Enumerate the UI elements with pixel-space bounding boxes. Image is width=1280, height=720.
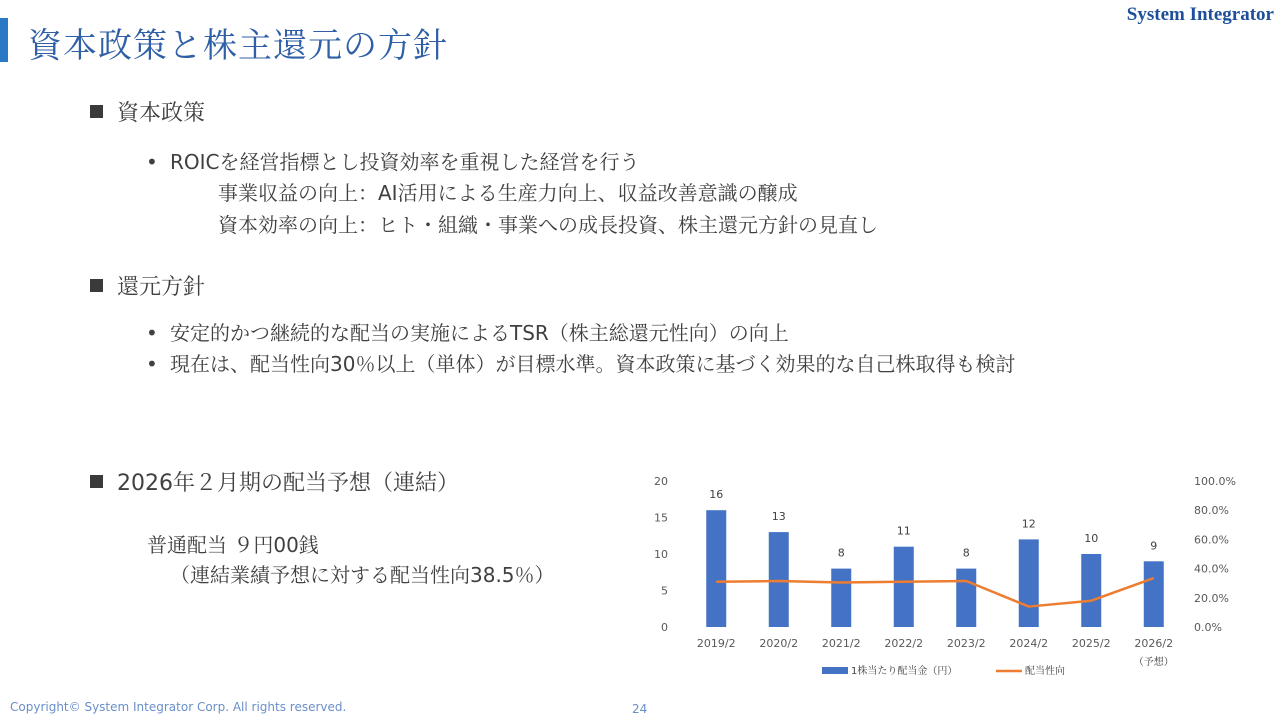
- y-right-tick-label: 100.0%: [1194, 475, 1236, 488]
- bullet-roic: [146, 146, 640, 175]
- section-heading-dividend-forecast: [90, 466, 459, 497]
- y-right-tick-label: 0.0%: [1194, 621, 1222, 634]
- bar-data-label: 12: [1021, 517, 1036, 531]
- copyright-text: Copyright© System Integrator Corp. All rights reserved.: [10, 700, 347, 714]
- x-tick-label: 2026/2: [1134, 637, 1174, 650]
- dividend-bar: [706, 510, 726, 627]
- y-left-tick-label: 15: [654, 511, 668, 525]
- bullet-text: 安定的かつ継続的な配当の実施によるTSR（株主総還元性向）の向上: [170, 321, 789, 345]
- x-tick-label: 2025/2: [1071, 637, 1111, 650]
- bar-data-label: 9: [1150, 539, 1158, 553]
- bullet-tsr: [146, 317, 789, 346]
- dividend-bar: [894, 547, 914, 627]
- dividend-bar: [831, 569, 851, 627]
- sub-line-efficiency: 資本効率の向上：ヒト・組織・事業への成長投資、株主還元方針の見直し: [218, 213, 878, 237]
- y-right-tick-label: 60.0%: [1194, 533, 1229, 547]
- square-bullet-icon: [90, 105, 103, 118]
- bullet-dot-icon: •: [146, 321, 158, 345]
- bar-data-label: 13: [771, 510, 786, 524]
- x-tick-label: 2019/2: [696, 637, 736, 650]
- x-tick-label: 2020/2: [759, 637, 799, 650]
- y-right-tick-label: 80.0%: [1194, 504, 1229, 518]
- dividend-bar: [956, 569, 976, 627]
- legend-label-payout: 配当性向: [1025, 666, 1065, 677]
- dividend-bar: [1081, 554, 1101, 627]
- y-left-tick-label: 20: [654, 475, 668, 488]
- dividend-bar: [1144, 561, 1164, 627]
- bullet-text: ROICを経営指標とし投資効率を重視した経営を行う: [170, 150, 640, 174]
- y-left-tick-label: 0: [661, 621, 668, 634]
- bullet-payout-target: [146, 348, 1015, 377]
- bar-data-label: 8: [962, 546, 970, 560]
- y-left-tick-label: 10: [654, 548, 668, 561]
- legend-swatch-dividend: [822, 667, 848, 674]
- x-tick-label: 2021/2: [821, 637, 861, 650]
- dividend-chart: [640, 466, 1270, 686]
- dividend-bar: [1019, 539, 1039, 627]
- bar-data-label: 10: [1084, 532, 1099, 545]
- forecast-payout-note: （連結業績予想に対する配当性向38.5％）: [170, 563, 555, 587]
- bullet-dot-icon: •: [146, 352, 158, 376]
- bullet-text: 現在は、配当性向30％以上（単体）が目標水準。資本政策に基づく効果的な自己株取得も検討: [170, 352, 1016, 376]
- dividend-bar: [769, 532, 789, 627]
- title-accent-bar: [0, 18, 8, 62]
- bullet-dot-icon: •: [146, 150, 158, 174]
- x-tick-label: 2023/2: [946, 637, 986, 650]
- bar-data-label: 11: [896, 524, 911, 538]
- heading-text: 還元方針: [117, 275, 206, 300]
- x-tick-label: 2024/2: [1009, 637, 1049, 650]
- forecast-dividend: 普通配当 ９円00銭: [147, 533, 319, 557]
- page-number: 24: [632, 702, 648, 716]
- x-tick-label: 2022/2: [884, 637, 924, 650]
- section-heading-return-policy: [90, 270, 205, 301]
- y-right-tick-label: 40.0%: [1194, 562, 1229, 576]
- x-tick-sublabel: （予想）: [1133, 657, 1174, 668]
- y-left-tick-label: 5: [661, 584, 668, 598]
- square-bullet-icon: [90, 475, 103, 488]
- page-title: 資本政策と株主還元の方針: [28, 26, 448, 66]
- square-bullet-icon: [90, 279, 103, 292]
- heading-text: 資本政策: [117, 101, 206, 126]
- sub-line-profit: 事業収益の向上：AI活用による生産力向上、収益改善意識の醸成: [218, 181, 798, 205]
- bar-data-label: 8: [837, 546, 845, 560]
- legend-label-dividend: 1株当たり配当金（円）: [851, 666, 958, 677]
- bar-data-label: 16: [709, 488, 724, 502]
- heading-text: 2026年２月期の配当予想（連結）: [117, 471, 459, 496]
- brand-logo-text: System Integrator: [1126, 4, 1274, 25]
- y-right-tick-label: 20.0%: [1194, 591, 1229, 605]
- section-heading-capital-policy: [90, 96, 205, 127]
